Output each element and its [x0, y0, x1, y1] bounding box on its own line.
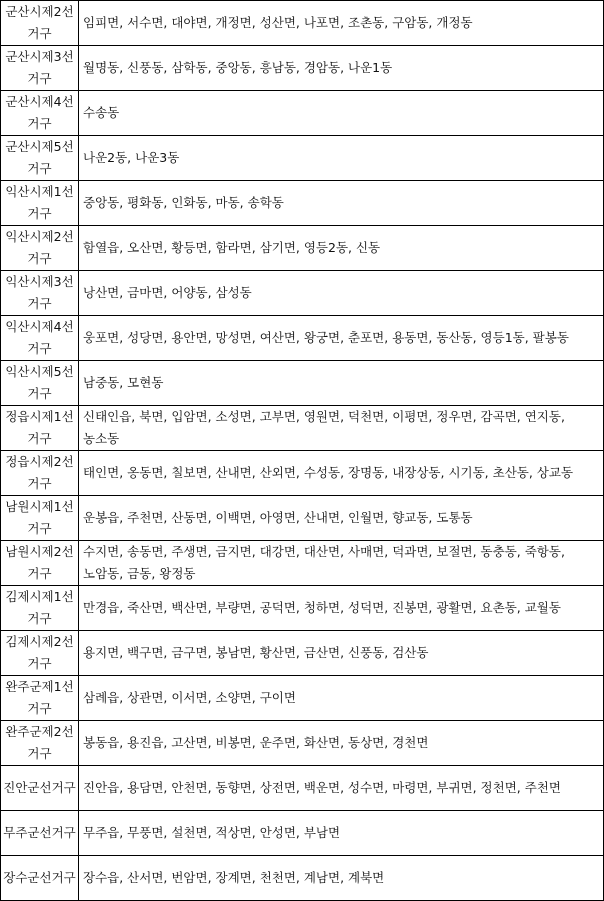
district-name-cell: 무주군선거구 — [1, 811, 79, 856]
district-name-cell: 군산시제3선거구 — [1, 46, 79, 91]
district-name-cell: 정읍시제1선거구 — [1, 406, 79, 451]
district-areas-cell: 진안읍, 용담면, 안천면, 동향면, 상전면, 백운면, 성수면, 마령면, 부귀면, 정천면, 주천면 — [79, 766, 604, 811]
table-row — [1, 631, 604, 676]
district-name-cell: 군산시제4선거구 — [1, 91, 79, 136]
district-name-cell: 김제시제1선거구 — [1, 586, 79, 631]
table-row — [1, 91, 604, 136]
district-areas-cell: 운봉읍, 주천면, 산동면, 이백면, 아영면, 산내면, 인월면, 향교동, 도통동 — [79, 496, 604, 541]
district-areas-cell: 삼례읍, 상관면, 이서면, 소양면, 구이면 — [79, 676, 604, 721]
table-row — [1, 721, 604, 766]
table-row — [1, 181, 604, 226]
district-areas-cell: 신태인읍, 북면, 입암면, 소성면, 고부면, 영원면, 덕천면, 이평면, 정우면, 감곡면, 연지동, 농소동 — [79, 406, 604, 451]
district-name-cell: 남원시제2선거구 — [1, 541, 79, 586]
district-areas-cell: 무주읍, 무풍면, 설천면, 적상면, 안성면, 부남면 — [79, 811, 604, 856]
district-name-cell: 완주군제2선거구 — [1, 721, 79, 766]
district-areas-cell: 용지면, 백구면, 금구면, 봉남면, 황산면, 금산면, 신풍동, 검산동 — [79, 631, 604, 676]
district-areas-cell: 남중동, 모현동 — [79, 361, 604, 406]
district-areas-cell: 태인면, 옹동면, 칠보면, 산내면, 산외면, 수성동, 장명동, 내장상동, 시기동, 초산동, 상교동 — [79, 451, 604, 496]
table-row — [1, 496, 604, 541]
table-row — [1, 676, 604, 721]
table-row — [1, 1, 604, 46]
table-row — [1, 316, 604, 361]
district-name-cell: 남원시제1선거구 — [1, 496, 79, 541]
table-row — [1, 541, 604, 586]
table-row — [1, 766, 604, 811]
table-row — [1, 451, 604, 496]
district-areas-cell: 장수읍, 산서면, 번암면, 장계면, 천천면, 계남면, 계북면 — [79, 856, 604, 901]
district-areas-cell: 함열읍, 오산면, 황등면, 함라면, 삼기면, 영등2동, 신동 — [79, 226, 604, 271]
district-name-cell: 김제시제2선거구 — [1, 631, 79, 676]
district-areas-cell: 중앙동, 평화동, 인화동, 마동, 송학동 — [79, 181, 604, 226]
district-name-cell: 완주군제1선거구 — [1, 676, 79, 721]
table-row — [1, 586, 604, 631]
district-areas-cell: 월명동, 신풍동, 삼학동, 중앙동, 흥남동, 경암동, 나운1동 — [79, 46, 604, 91]
district-table-body — [1, 1, 604, 901]
district-areas-cell: 낭산면, 금마면, 어양동, 삼성동 — [79, 271, 604, 316]
district-areas-cell: 만경읍, 죽산면, 백산면, 부량면, 공덕면, 청하면, 성덕면, 진봉면, 광활면, 요촌동, 교월동 — [79, 586, 604, 631]
district-name-cell: 익산시제1선거구 — [1, 181, 79, 226]
district-areas-cell: 수송동 — [79, 91, 604, 136]
district-name-cell: 익산시제5선거구 — [1, 361, 79, 406]
table-row — [1, 856, 604, 901]
table-row — [1, 46, 604, 91]
district-name-cell: 진안군선거구 — [1, 766, 79, 811]
district-areas-cell: 나운2동, 나운3동 — [79, 136, 604, 181]
district-name-cell: 익산시제3선거구 — [1, 271, 79, 316]
table-row — [1, 361, 604, 406]
district-name-cell: 정읍시제2선거구 — [1, 451, 79, 496]
table-row — [1, 811, 604, 856]
district-areas-cell: 봉동읍, 용진읍, 고산면, 비봉면, 운주면, 화산면, 동상면, 경천면 — [79, 721, 604, 766]
district-name-cell: 군산시제5선거구 — [1, 136, 79, 181]
district-name-cell: 군산시제2선거구 — [1, 1, 79, 46]
table-row — [1, 406, 604, 451]
district-name-cell: 익산시제4선거구 — [1, 316, 79, 361]
district-areas-cell: 수지면, 송동면, 주생면, 금지면, 대강면, 대산면, 사매면, 덕과면, 보절면, 동충동, 죽항동, 노암동, 금동, 왕정동 — [79, 541, 604, 586]
district-name-cell: 장수군선거구 — [1, 856, 79, 901]
table-row — [1, 271, 604, 316]
table-row — [1, 226, 604, 271]
district-areas-cell: 임피면, 서수면, 대야면, 개정면, 성산면, 나포면, 조촌동, 구암동, 개정동 — [79, 1, 604, 46]
table-row — [1, 136, 604, 181]
district-name-cell: 익산시제2선거구 — [1, 226, 79, 271]
district-areas-cell: 웅포면, 성당면, 용안면, 망성면, 여산면, 왕궁면, 춘포면, 용동면, 동산동, 영등1동, 팔봉동 — [79, 316, 604, 361]
